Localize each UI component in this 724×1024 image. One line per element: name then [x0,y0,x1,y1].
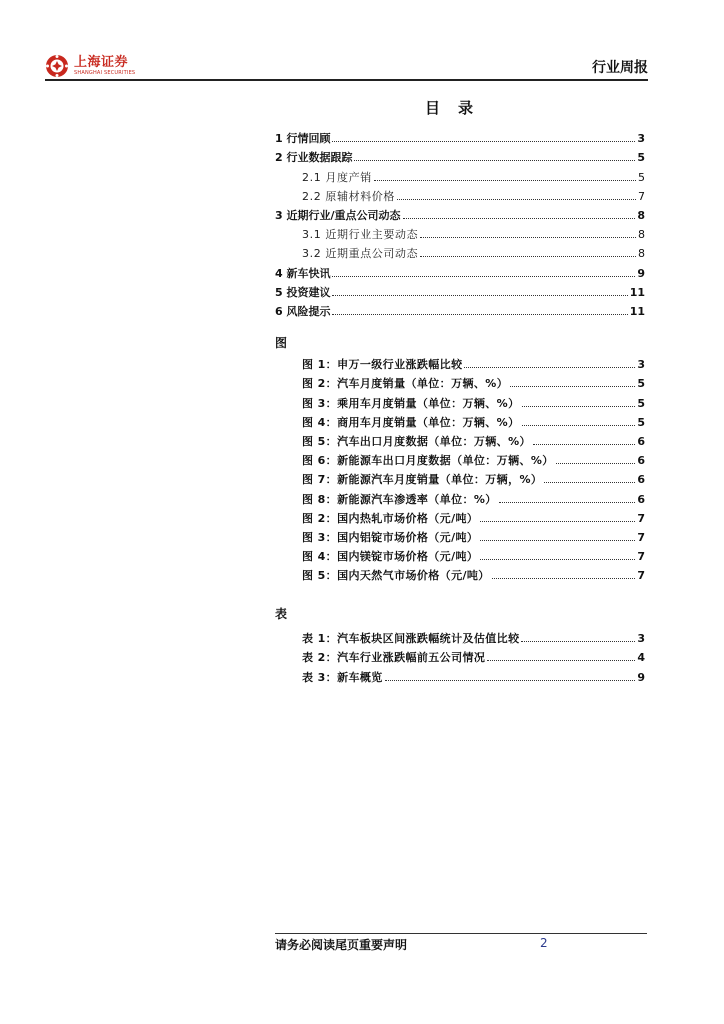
shanghai-securities-logo-icon [45,54,69,78]
figure-entry[interactable] [275,543,645,562]
dot-leader [420,256,636,257]
figure-entry[interactable] [275,562,645,581]
dot-leader [385,680,636,681]
figure-entry-page: 6 [637,473,645,487]
footer-divider [275,933,647,934]
table-entry[interactable] [275,663,645,682]
toc-entry-page: 8 [637,208,645,222]
toc-entry-page: 5 [638,170,645,184]
figure-entry-label: 图 3：乘用车月度销量（单位：万辆、%） [302,396,520,410]
toc-entry-page: 3 [637,132,645,146]
toc-entry[interactable] [275,144,645,163]
toc-entry-label: 2.2 原辅材料价格 [302,189,395,203]
figure-entry[interactable] [275,370,645,389]
dot-leader [332,276,635,277]
toc-list [275,125,645,317]
toc-entry-label: 3.2 近期重点公司动态 [302,247,419,261]
figure-entry[interactable] [275,409,645,428]
toc-entry-label: 3 近期行业/重点公司动态 [275,208,401,222]
figure-entry-page: 5 [637,377,645,391]
logo-chinese-name: 上海证券 [74,55,129,70]
figure-entry-label: 图 5：国内天然气市场价格（元/吨） [302,569,490,583]
figure-entry-page: 6 [637,492,645,506]
figure-entry-label: 图 2：汽车月度销量（单位：万辆、%） [302,377,509,391]
dot-leader [521,641,635,642]
toc-entry[interactable] [275,163,645,182]
figure-entry[interactable] [275,524,645,543]
table-entry-page: 9 [637,670,645,684]
figure-entry-label: 图 5：汽车出口月度数据（单位：万辆、%） [302,434,531,448]
figure-entry-page: 5 [637,396,645,410]
toc-entry-label: 1 行情回顾 [275,132,331,146]
table-entry[interactable] [275,625,645,644]
toc-entry-label: 6 风险提示 [275,304,331,318]
toc-entry-page: 11 [629,304,645,318]
figure-entry[interactable] [275,389,645,408]
toc-entry-page: 7 [638,189,645,203]
table-entry-page: 3 [637,632,645,646]
dot-leader [374,180,636,181]
toc-entry-page: 11 [629,285,645,299]
header-divider [45,79,648,81]
figure-entry-page: 6 [637,434,645,448]
toc-entry-page: 8 [638,247,645,261]
figure-entry-page: 7 [637,569,645,583]
figure-entry-page: 7 [637,511,645,525]
toc-entry-label: 2 行业数据跟踪 [275,151,353,165]
table-entry-page: 4 [637,651,645,665]
figure-entry-label: 图 3：国内铝锭市场价格（元/吨） [302,530,479,544]
dot-leader [499,502,636,503]
toc-title: 目录 [425,99,492,117]
dot-leader [420,237,636,238]
toc-entry[interactable] [275,202,645,221]
toc-entry-page: 9 [637,266,645,280]
toc-entry-page: 8 [638,228,645,242]
dot-leader [354,160,635,161]
tables-heading: 表 [275,607,288,621]
toc-entry-label: 4 新车快讯 [275,266,331,280]
page-header [45,52,648,78]
figure-entry[interactable] [275,351,645,370]
dot-leader [332,295,627,296]
figure-entry[interactable] [275,485,645,504]
dot-leader [464,367,635,368]
figure-entry[interactable] [275,428,645,447]
toc-entry[interactable] [275,221,645,240]
dot-leader [403,218,636,219]
figure-entry-label: 图 8：新能源汽车渗透率（单位：%） [302,492,497,506]
dot-leader [492,578,636,579]
dot-leader [397,199,636,200]
dot-leader [332,314,627,315]
figure-entry-page: 6 [637,454,645,468]
figure-entry-label: 图 4：商用车月度销量（单位：万辆、%） [302,415,520,429]
toc-entry[interactable] [275,259,645,278]
figure-entry-label: 图 1：申万一级行业涨跌幅比较 [302,358,463,372]
table-entry-label: 表 2：汽车行业涨跌幅前五公司情况 [302,651,486,665]
dot-leader [480,540,635,541]
dot-leader [522,406,636,407]
table-entry-label: 表 3：新车概览 [302,670,383,684]
figure-entry-page: 3 [637,358,645,372]
dot-leader [544,482,635,483]
figure-entry-page: 7 [637,550,645,564]
figure-entry-label: 图 4：国内镁锭市场价格（元/吨） [302,550,479,564]
table-entry-label: 表 1：汽车板块区间涨跌幅统计及估值比较 [302,632,520,646]
figures-heading: 图 [275,336,288,350]
toc-entry-label: 5 投资建议 [275,285,331,299]
figure-entry[interactable] [275,505,645,524]
figure-entry-page: 7 [637,530,645,544]
figure-entry[interactable] [275,447,645,466]
toc-entry[interactable] [275,125,645,144]
figure-entry-label: 图 6：新能源车出口月度数据（单位：万辆、%） [302,454,554,468]
logo-english-name: SHANGHAI SECURITIES [74,70,136,76]
disclaimer-note: 请务必阅读尾页重要声明 [275,938,408,952]
figure-list [275,351,645,581]
toc-entry-page: 5 [637,151,645,165]
dot-leader [556,463,636,464]
toc-entry[interactable] [275,240,645,259]
figure-entry-label: 图 7：新能源汽车月度销量（单位：万辆，%） [302,473,543,487]
dot-leader [510,386,635,387]
figure-entry-page: 5 [637,415,645,429]
toc-entry-label: 3.1 近期行业主要动态 [302,228,419,242]
dot-leader [487,660,635,661]
dot-leader [332,141,635,142]
company-logo [45,54,135,78]
dot-leader [533,444,635,445]
toc-entry[interactable] [275,279,645,298]
dot-leader [522,425,636,426]
report-type-title: 行业周报 [592,60,648,76]
dot-leader [480,559,635,560]
table-list [275,625,645,683]
figure-entry[interactable] [275,466,645,485]
dot-leader [480,521,635,522]
page-number: 2 [540,936,548,950]
figure-entry-label: 图 2：国内热轧市场价格（元/吨） [302,511,479,525]
toc-entry[interactable] [275,298,645,317]
table-entry[interactable] [275,644,645,663]
toc-entry-label: 2.1 月度产销 [302,170,372,184]
toc-entry[interactable] [275,183,645,202]
